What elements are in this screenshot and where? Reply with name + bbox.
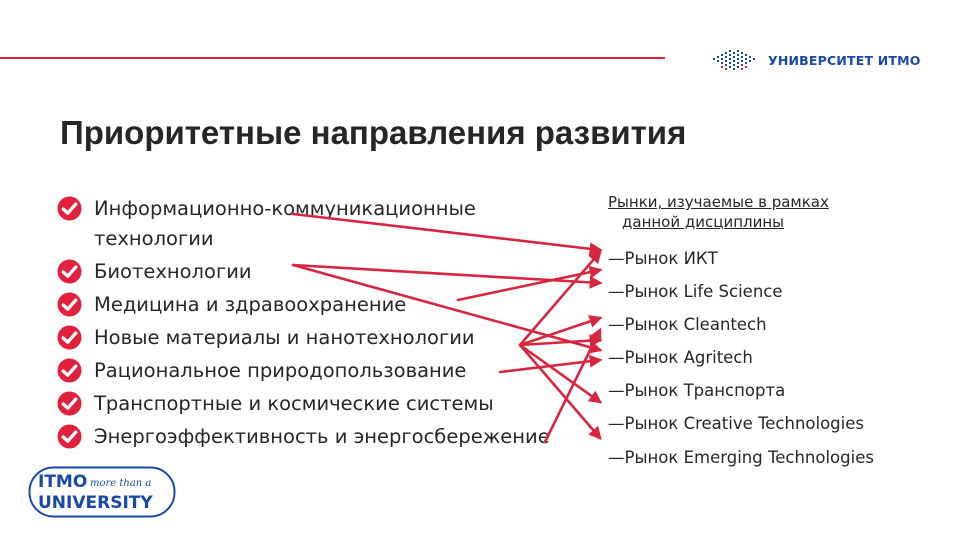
markets-heading-line1: Рынки, изучаемые в рамках [608, 193, 829, 211]
market-item: —Рынок Creative Technologies [608, 414, 864, 433]
priority-label: Рациональное природопользование [94, 359, 467, 382]
itmo-university-logo [28, 466, 176, 518]
priority-label: Информационно-коммуникационные [94, 197, 476, 220]
itmo-dots-logo-icon [712, 49, 760, 71]
priority-label: Транспортные и космические системы [94, 392, 494, 415]
priority-item [57, 255, 550, 288]
market-item: —Рынок ИКТ [608, 249, 718, 268]
checkmark-icon [57, 259, 82, 284]
arrow [545, 330, 600, 442]
priority-item [57, 354, 550, 387]
header-rule [0, 57, 665, 59]
markets-heading [608, 192, 908, 232]
market-item: —Рынок Agritech [608, 348, 753, 367]
priority-item [57, 387, 550, 420]
slide-title: Приоритетные направления развития [60, 114, 687, 151]
priority-label-continued: технологии [94, 227, 214, 250]
market-item: —Рынок Транспорта [608, 381, 786, 400]
itmo-brand [712, 46, 942, 74]
priority-label: Новые материалы и нанотехнологии [94, 326, 475, 349]
checkmark-icon [57, 325, 82, 350]
priority-item [57, 288, 550, 321]
priority-list [57, 192, 550, 453]
checkmark-icon [57, 424, 82, 449]
market-item: —Рынок Cleantech [608, 315, 767, 334]
checkmark-icon [57, 292, 82, 317]
logo-itmo-text: ITMO [38, 472, 88, 492]
checkmark-icon [57, 358, 82, 383]
checkmark-icon [57, 391, 82, 416]
priority-label: Биотехнологии [94, 260, 252, 283]
checkmark-icon [57, 196, 82, 221]
priority-label: Энергоэффективность и энергосбережение [94, 425, 550, 448]
priority-item [57, 321, 550, 354]
priority-label: Медицина и здравоохранение [94, 293, 407, 316]
market-item: —Рынок Life Science [608, 282, 783, 301]
logo-tagline: more than a [90, 478, 152, 489]
priority-item [57, 192, 550, 255]
logo-university-text: UNIVERSITY [38, 493, 153, 513]
brand-name: УНИВЕРСИТЕТ ИТМО [768, 52, 921, 68]
market-item: —Рынок Emerging Technologies [608, 448, 874, 467]
priority-item [57, 420, 550, 453]
markets-heading-line2: данной дисциплины [622, 213, 784, 231]
